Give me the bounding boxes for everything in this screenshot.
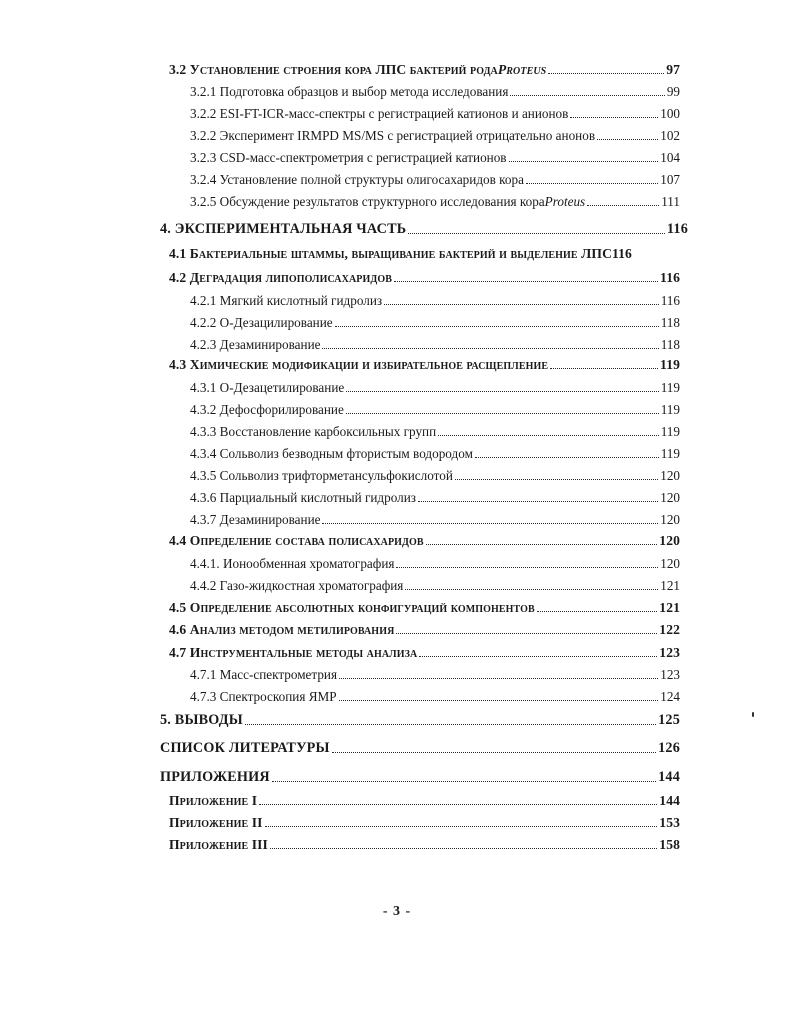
toc-entry-page: 107 [660, 172, 680, 187]
toc-entry [190, 490, 680, 506]
toc-entry-title: 3.2 Установление строения кора ЛПС бактерий рода [169, 62, 498, 77]
toc-entry [190, 150, 680, 166]
dot-leader [548, 73, 664, 74]
toc-entry-title: 4.7.1 Масс-спектрометрия [190, 667, 338, 682]
toc-entry-title: Приложение III [169, 837, 268, 852]
toc-entry-page: 121 [659, 600, 680, 615]
dot-leader [396, 567, 658, 568]
toc-entry-title: 4.2.2 О-Дезацилирование [190, 315, 333, 330]
toc-entry [190, 468, 680, 484]
toc-entry-title: 4.4 Определение состава полисахаридов [169, 533, 424, 548]
toc-entry-page: 116 [660, 293, 680, 308]
dot-leader [265, 826, 658, 827]
toc-entry [160, 712, 680, 729]
toc-entry [190, 667, 680, 683]
toc-entry-page: 119 [660, 357, 680, 372]
toc-entry-title: Приложение II [169, 815, 263, 830]
toc-entry-title: 3.2.3 CSD-масс-спектрометрия с регистрацией катионов [190, 150, 507, 165]
toc-entry [190, 194, 680, 210]
toc-entry [190, 446, 680, 462]
toc-entry-title: 4.2.1 Мягкий кислотный гидролиз [190, 293, 383, 308]
toc-entry-italic: Proteus [544, 194, 586, 209]
toc-entry [190, 84, 680, 100]
toc-entry-page: 118 [660, 337, 680, 352]
toc-entry-title: 4.3.5 Сольволиз трифторметансульфокислотой [190, 468, 453, 483]
toc-entry-title: 4.3.6 Парциальный кислотный гидролиз [190, 490, 416, 505]
toc-entry-page: 124 [660, 689, 680, 704]
toc-entry-page: 99 [666, 84, 680, 99]
toc-entry [169, 645, 680, 661]
toc-entry [190, 106, 680, 122]
dot-leader [419, 656, 657, 657]
toc-entry-page: 100 [660, 106, 680, 121]
toc-entry-page: 144 [659, 793, 680, 808]
toc-entry [160, 221, 688, 238]
toc-entry [169, 600, 680, 616]
dot-leader [339, 700, 659, 701]
toc-entry-page: 120 [659, 533, 680, 548]
toc-entry-title: 4.2.3 Дезаминирование [190, 337, 321, 352]
toc-entry [190, 128, 680, 144]
toc-entry-title: 4. ЭКСПЕРИМЕНТАЛЬНАЯ ЧАСТЬ [160, 221, 407, 237]
dot-leader [510, 95, 664, 96]
toc-entry-title: 5. ВЫВОДЫ [160, 712, 243, 728]
toc-entry-page: 119 [660, 380, 680, 395]
dot-leader [537, 611, 657, 612]
toc-entry-title: 3.2.2 ESI-FT-ICR-масс-спектры с регистрацией катионов и анионов [190, 106, 569, 121]
toc-entry-title: 3.2.4 Установление полной структуры олигосахаридов кора [190, 172, 524, 187]
dot-leader [346, 391, 658, 392]
toc-entry [190, 512, 680, 528]
toc-entry-page: 119 [660, 424, 680, 439]
toc-entry-title: ПРИЛОЖЕНИЯ [160, 769, 270, 785]
toc-entry-page: 102 [660, 128, 680, 143]
dot-leader [245, 724, 656, 725]
toc-entry-title: 4.3.2 Дефосфорилирование [190, 402, 344, 417]
toc-entry-page: 118 [660, 315, 680, 330]
toc-entry-page: 153 [659, 815, 680, 830]
toc-entry-page: 120 [660, 468, 680, 483]
toc-entry [190, 556, 680, 572]
toc-entry-page: 104 [660, 150, 680, 165]
dot-leader [475, 457, 659, 458]
toc-entry-title: 3.2.2 Эксперимент IRMPD MS/MS с регистрацией отрицательно анонов [190, 128, 596, 143]
dot-leader [259, 804, 657, 805]
toc-entry [160, 740, 680, 757]
toc-entry-page: 123 [659, 645, 680, 660]
toc-entry [190, 293, 680, 309]
toc-entry-page: 119 [660, 446, 680, 461]
scan-speck [752, 712, 754, 717]
dot-leader [322, 348, 658, 349]
toc-entry-page: 144 [658, 769, 680, 785]
toc-entry-title: 4.3.3 Восстановление карбоксильных групп [190, 424, 437, 439]
dot-leader [384, 304, 659, 305]
toc-entry [160, 769, 680, 786]
toc-entry-title: 3.2.5 Обсуждение результатов структурного исследования кора [190, 194, 545, 209]
page-number: - 3 - [382, 904, 412, 919]
toc-entry [190, 689, 680, 705]
toc-entry-title: 4.4.1. Ионообменная хроматография [190, 556, 395, 571]
dot-leader [597, 139, 658, 140]
toc-entry-title: 4.1 Бактериальные штаммы, выращивание бактерий и выделение ЛПС [169, 246, 612, 261]
toc-entry-page: 120 [660, 512, 680, 527]
dot-leader [322, 523, 658, 524]
toc-entry-page: 158 [659, 837, 680, 852]
toc-entry [190, 424, 680, 440]
dot-leader [270, 848, 657, 849]
dot-leader [408, 233, 665, 234]
dot-leader [570, 117, 658, 118]
dot-leader [455, 479, 658, 480]
dot-leader [339, 678, 658, 679]
toc-entry [169, 246, 688, 262]
dot-leader [418, 501, 658, 502]
toc-entry [169, 815, 680, 831]
toc-entry-title: 4.5 Определение абсолютных конфигураций компонентов [169, 600, 535, 615]
toc-entry-title: 4.4.2 Газо-жидкостная хроматография [190, 578, 404, 593]
toc-entry [169, 270, 680, 286]
toc-entry [190, 578, 680, 594]
dot-leader [394, 281, 658, 282]
toc-entry-title: 4.3.4 Сольволиз безводным фтористым водородом [190, 446, 473, 461]
toc-entry [190, 172, 680, 188]
toc-entry-page: 120 [660, 490, 680, 505]
dot-leader [332, 752, 656, 753]
dot-leader [426, 544, 658, 545]
toc-entry [190, 337, 680, 353]
toc-entry [169, 62, 680, 78]
toc-entry-title: 4.6 Анализ методом метилирования [169, 622, 395, 637]
toc-entry-italic: Proteus [497, 62, 547, 77]
dot-leader [272, 781, 656, 782]
dot-leader [405, 589, 658, 590]
toc-entry-title: 4.3.1 О-Дезацетилирование [190, 380, 345, 395]
toc-entry [190, 402, 680, 418]
toc-entry-page: 125 [658, 712, 680, 728]
toc-entry-title: 4.7 Инструментальные методы анализа [169, 645, 418, 660]
toc-entry [169, 622, 680, 638]
dot-leader [550, 368, 658, 369]
toc-entry-page: 119 [660, 402, 680, 417]
toc-entry [169, 357, 680, 373]
toc-entry-page: 116 [666, 221, 688, 237]
toc-entry-page: 121 [660, 578, 680, 593]
toc-entry-title: 4.3.7 Дезаминирование [190, 512, 321, 527]
dot-leader [587, 205, 659, 206]
toc-entry [169, 837, 680, 853]
toc-entry-title: 4.2 Деградация липополисахаридов [169, 270, 392, 285]
toc-entry-title: 3.2.1 Подготовка образцов и выбор метода исследования [190, 84, 509, 99]
toc-entry-page: 111 [661, 194, 680, 209]
toc-entry-title: СПИСОК ЛИТЕРАТУРЫ [160, 740, 330, 756]
toc-entry-title: 4.7.3 Спектроскопия ЯМР [190, 689, 337, 704]
dot-leader [526, 183, 658, 184]
toc-entry-title: 4.3 Химические модификации и избирательное расщепление [169, 357, 549, 372]
dot-leader [335, 326, 659, 327]
toc-entry [190, 380, 680, 396]
toc-entry-page: 116 [660, 270, 680, 285]
toc-entry-page: 97 [666, 62, 680, 77]
toc-entry [169, 793, 680, 809]
toc-entry-title: Приложение I [169, 793, 258, 808]
dot-leader [509, 161, 659, 162]
dot-leader [346, 413, 659, 414]
toc-entry [169, 533, 680, 549]
toc-entry [190, 315, 680, 331]
toc-entry-page: 116 [612, 246, 632, 261]
toc-entry-page: 126 [658, 740, 680, 756]
dot-leader [438, 435, 659, 436]
toc-entry-page: 120 [660, 556, 680, 571]
toc-entry-page: 122 [659, 622, 680, 637]
dot-leader [396, 633, 657, 634]
toc-entry-page: 123 [660, 667, 680, 682]
